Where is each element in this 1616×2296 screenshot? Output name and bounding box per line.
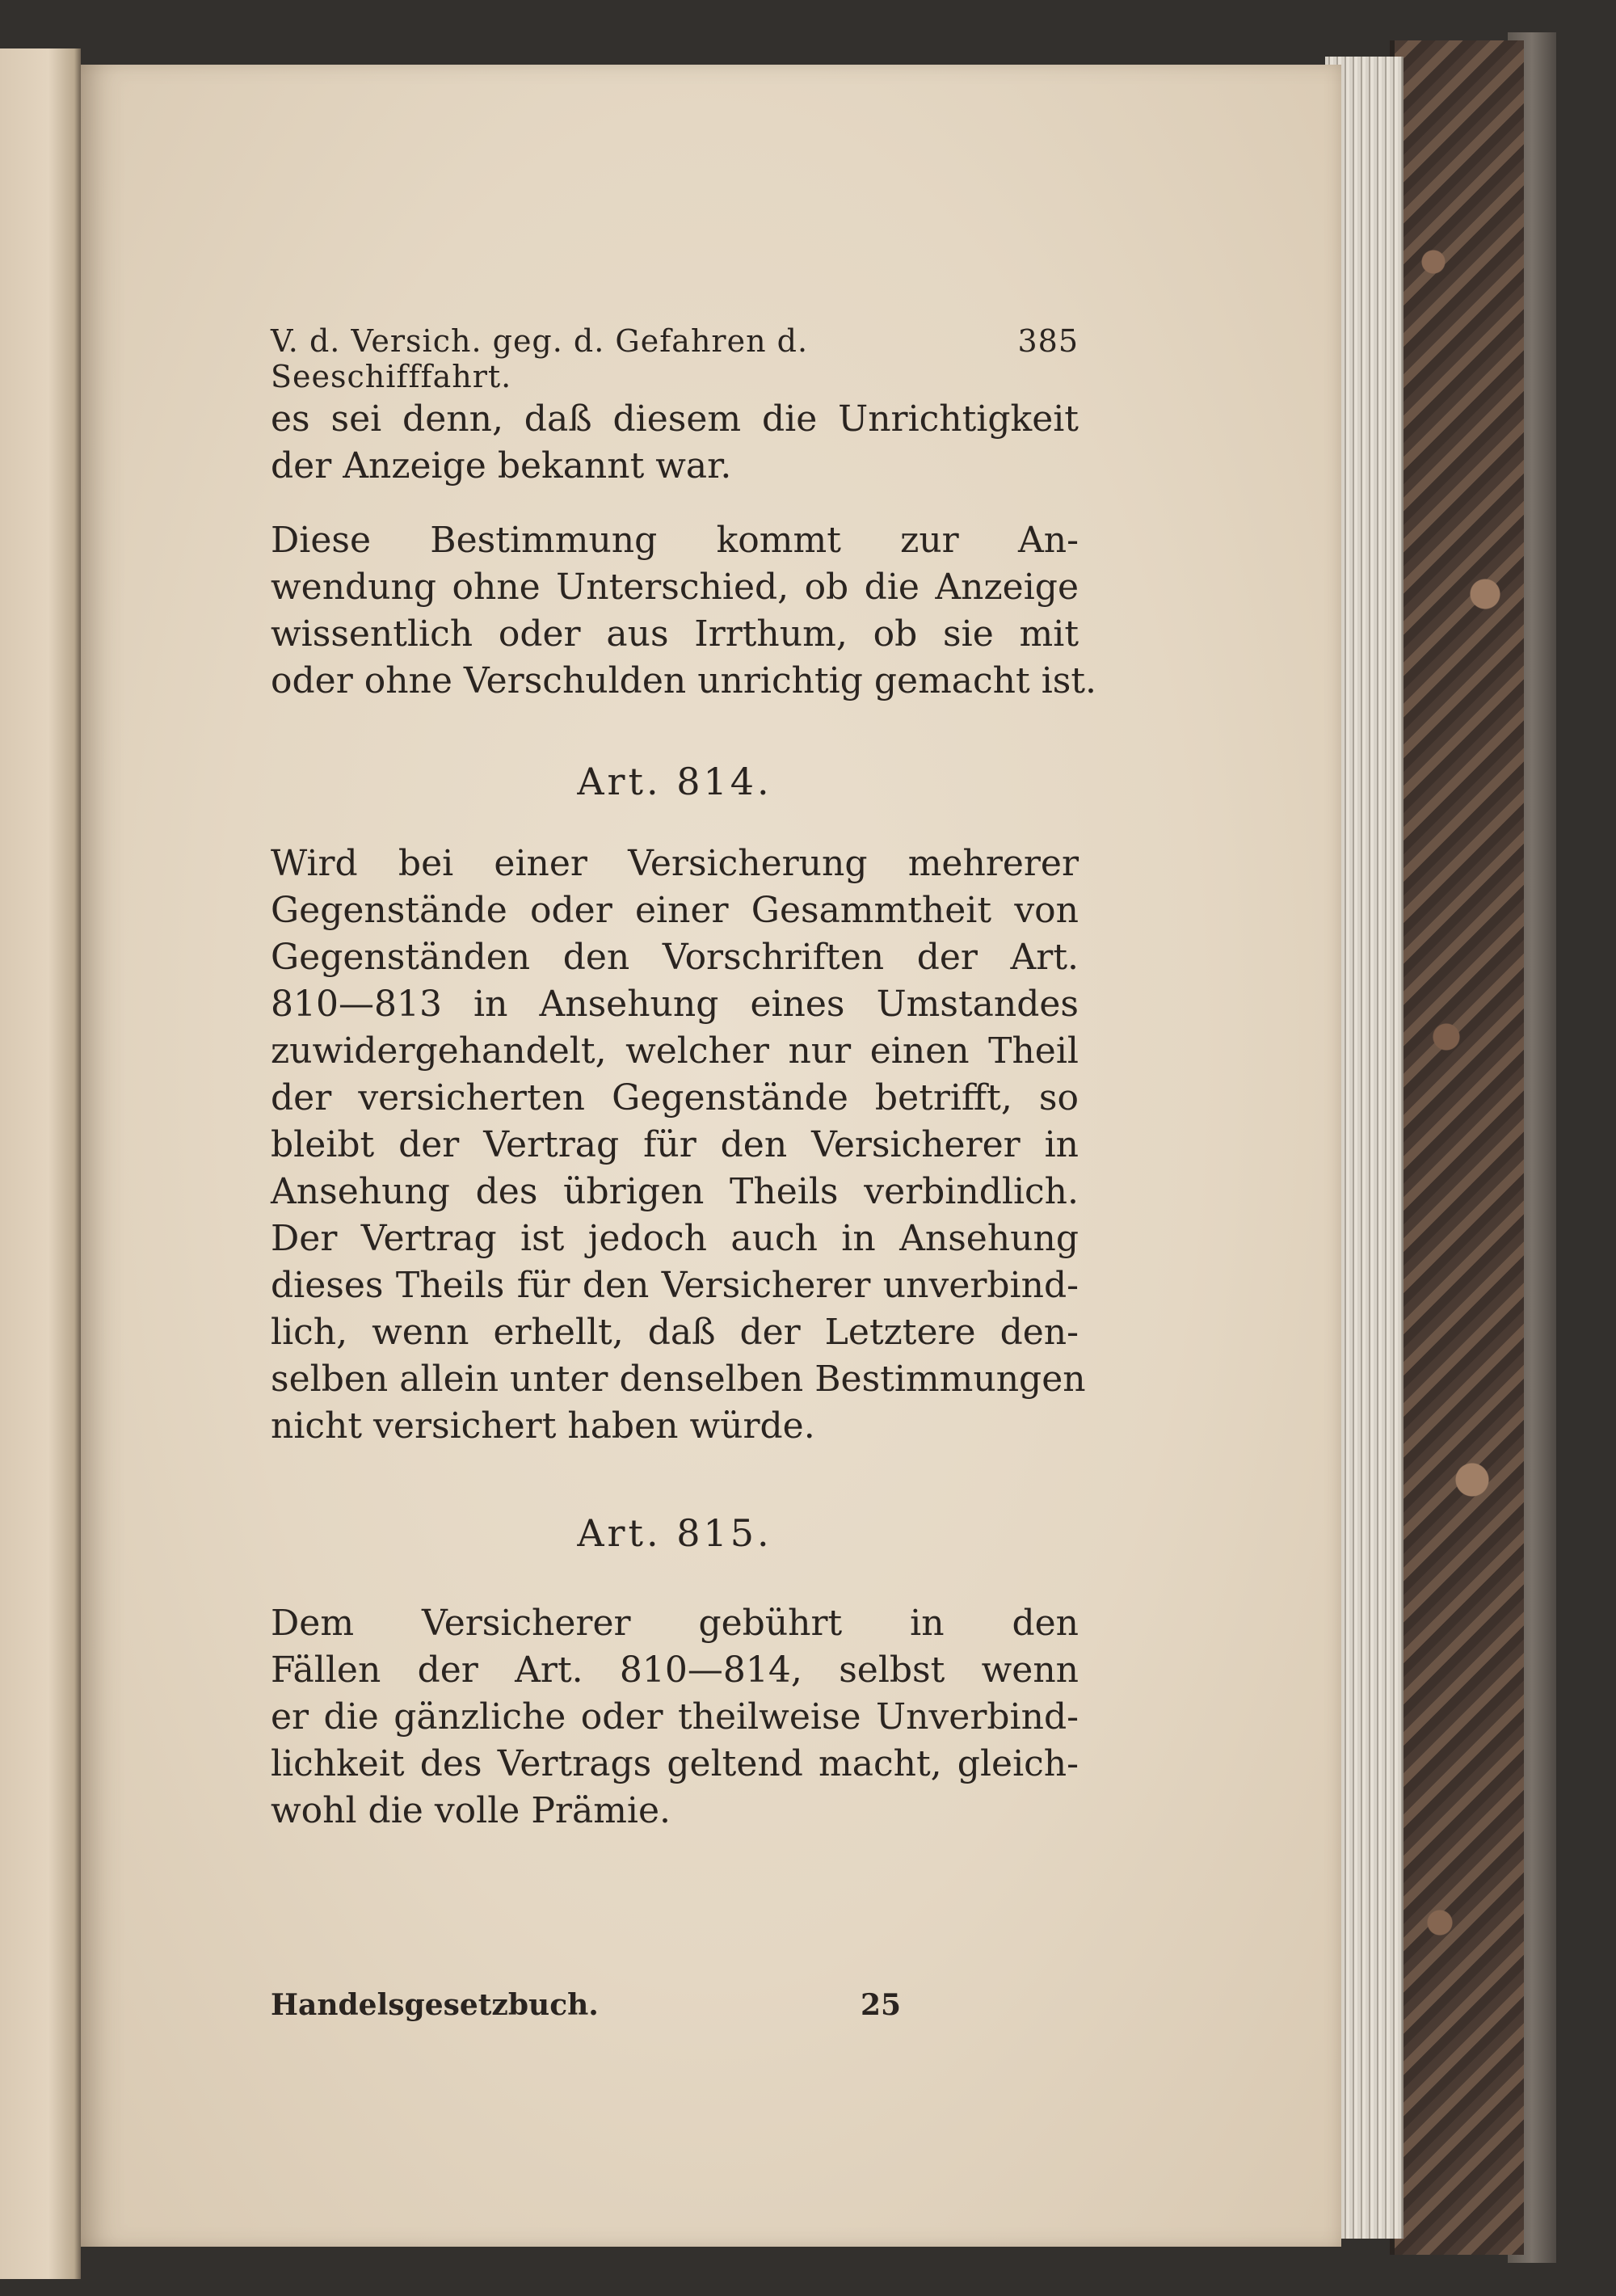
text-line: zuwidergehandelt, welcher nur einen Theil bbox=[271, 1030, 1079, 1072]
text-line: wohl die volle Prämie. bbox=[271, 1790, 671, 1831]
running-head bbox=[271, 323, 1079, 394]
text-line: er die gänzliche oder theilweise Unverbind- bbox=[271, 1696, 1079, 1738]
text-line: Der Vertrag ist jedoch auch in Ansehung bbox=[271, 1218, 1079, 1259]
article-814-heading: Art. 814. bbox=[577, 760, 772, 803]
text-line: Ansehung des übrigen Theils verbindlich. bbox=[271, 1171, 1079, 1212]
text-line: Fällen der Art. 810—814, selbst wenn bbox=[271, 1649, 1079, 1691]
text-line: Gegenständen den Vorschriften der Art. bbox=[271, 937, 1079, 978]
text-line: oder ohne Verschulden unrichtig gemacht ist. bbox=[271, 660, 1097, 701]
book-page bbox=[81, 65, 1341, 2247]
text-line: Gegenstände oder einer Gesammtheit von bbox=[271, 890, 1079, 931]
marbled-cover bbox=[1390, 40, 1524, 2255]
text-line: wendung ohne Unterschied, ob die Anzeige bbox=[271, 567, 1079, 608]
text-line: 810—813 in Ansehung eines Umstandes bbox=[271, 984, 1079, 1025]
text-line: nicht versichert haben würde. bbox=[271, 1405, 815, 1447]
text-line: dieses Theils für den Versicherer unverbind- bbox=[271, 1265, 1079, 1306]
text-line: der Anzeige bekannt war. bbox=[271, 445, 732, 487]
text-line: der versicherten Gegenstände betrifft, so bbox=[271, 1077, 1079, 1119]
facing-page-edge bbox=[0, 48, 81, 2279]
text-line: bleibt der Vertrag für den Versicherer in bbox=[271, 1124, 1079, 1165]
text-line: Dem Versicherer gebührt in den bbox=[271, 1603, 1079, 1644]
text-line: lichkeit des Vertrags geltend macht, gleich- bbox=[271, 1743, 1079, 1784]
signature-title: Handelsgesetzbuch. bbox=[271, 1988, 599, 2022]
paragraph-provision bbox=[271, 517, 1097, 705]
text-line: Wird bei einer Versicherung mehrerer bbox=[271, 843, 1079, 884]
article-815-text bbox=[271, 1600, 1079, 1835]
signature-number: 25 bbox=[861, 1988, 902, 2022]
text-line: Diese Bestimmung kommt zur An- bbox=[271, 520, 1079, 561]
page-number: 385 bbox=[1017, 323, 1079, 359]
article-815-heading: Art. 815. bbox=[577, 1511, 772, 1555]
text-line: es sei denn, daß diesem die Unrichtigkeit bbox=[271, 398, 1079, 440]
text-line: wissentlich oder aus Irrthum, ob sie mit bbox=[271, 613, 1079, 655]
text-line: selben allein unter denselben Bestimmungen bbox=[271, 1359, 1086, 1400]
article-814-text bbox=[271, 840, 1086, 1450]
running-head-title: V. d. Versich. geg. d. Gefahren d. Seeschifffahrt. bbox=[271, 323, 809, 394]
text-line: lich, wenn erhellt, daß der Letztere den- bbox=[271, 1312, 1079, 1353]
paragraph-continuation bbox=[271, 396, 1079, 490]
